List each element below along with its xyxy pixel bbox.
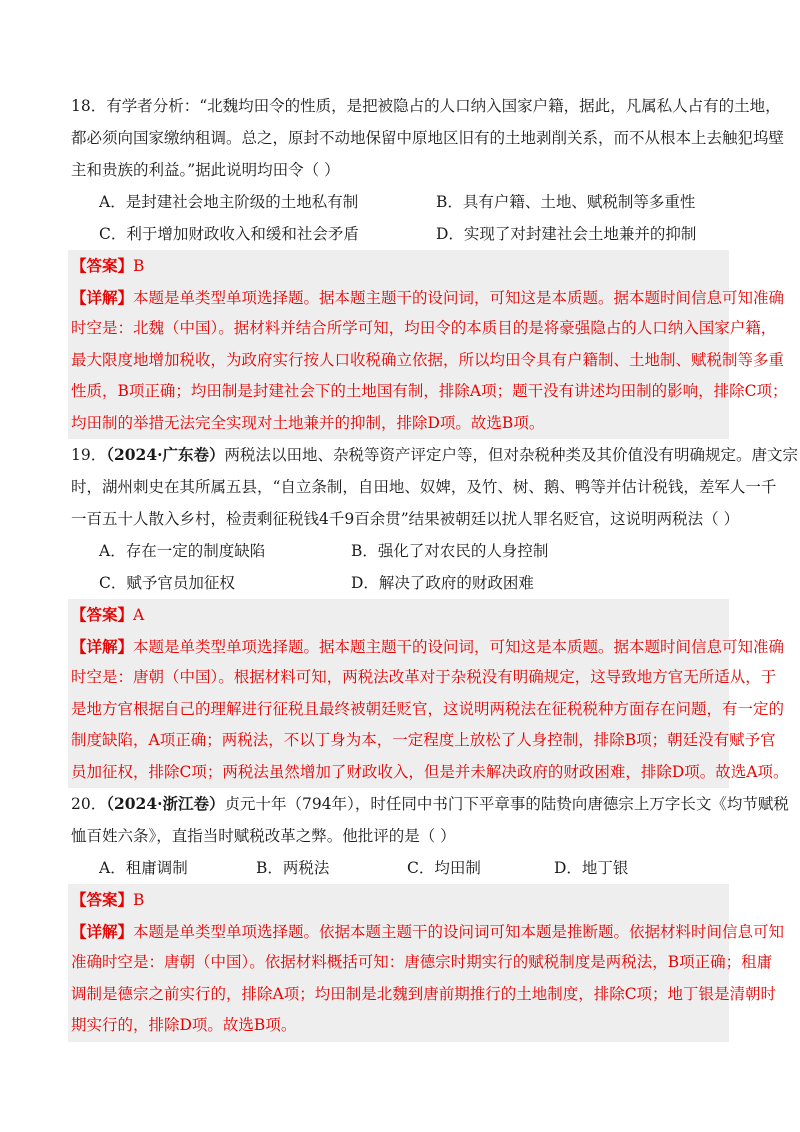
detail-label: 【详解】: [71, 636, 134, 656]
detail-line: 调制是德宗之前实行的，排除A项；均田制是北魏到唐前期推行的土地制度，排除C项；地丁银是清朝时: [71, 984, 777, 1003]
detail-line: 最大限度地增加税收，为政府实行按人口收税确立依据，所以均田令具有户籍制、土地制、赋税制等多重: [71, 350, 785, 369]
answer-value: B: [133, 257, 145, 275]
detail-line: 时空是：唐朝（中国）。根据材料可知，两税法改革对于杂税没有明确规定，这导致地方官无所适从，于: [71, 668, 777, 686]
option-a[interactable]: A．存在一定的制度缺陷: [99, 542, 266, 560]
option-d[interactable]: D．地丁银: [554, 859, 629, 877]
option-b[interactable]: B．两税法: [256, 859, 330, 877]
option-d[interactable]: D．实现了对封建社会土地兼并的抑制: [436, 225, 697, 243]
detail-text: 本题是单类型单项选择题。依据本题主题干的设问词可知本题是推断题。依据材料时间信息可知: [133, 922, 785, 941]
answer-value: B: [133, 891, 145, 909]
detail-line: [71, 282, 785, 314]
option-b[interactable]: B．具有户籍、土地、赋税制等多重性: [436, 193, 696, 211]
option-a[interactable]: A．是封建社会地主阶级的土地私有制: [99, 193, 359, 211]
detail-text: 本题是单类型单项选择题。据本题主题干的设问词，可知这是本质题。据本题时间信息可知准确: [133, 288, 785, 307]
detail-line: 时空是：北魏（中国）。据材料并结合所学可知，均田令的本质目的是将豪强隐占的人口纳入国家户籍，: [71, 319, 777, 337]
options-row: [71, 218, 731, 250]
answer-label: 【答案】: [71, 605, 134, 624]
answer-box: [68, 599, 789, 788]
question-stem-line: [71, 439, 799, 471]
options-row: [71, 186, 731, 218]
question-page: [71, 90, 799, 1042]
detail-line: [71, 916, 785, 948]
question-stem-line: 都必须向国家缴纳租调。总之，原封不动地保留中原地区旧有的土地剥削关系，而不从根本上去触犯坞壁: [71, 129, 785, 147]
question-number: 19．: [71, 446, 107, 464]
option-c[interactable]: C．利于增加财政收入和缓和社会矛盾: [99, 225, 359, 243]
option-c[interactable]: C．赋予官员加征权: [99, 574, 235, 592]
question-19: [71, 439, 799, 788]
detail-label: 【详解】: [71, 287, 134, 307]
answer-line: [71, 250, 729, 282]
detail-line: 制度缺陷，A项正确；两税法，不以丁身为本，一定程度上放松了人身控制，排除B项；朝廷没有赋予官: [71, 731, 776, 749]
question-number: 20．: [71, 795, 107, 813]
question-stem-line: 恤百姓六条》，直指当时赋税改革之弊。他批评的是（ ）: [71, 827, 456, 845]
question-stem-text: 贞元十年（794年），时任同中书门下平章事的陆贽向唐德宗上万字长文《均节赋税: [224, 795, 789, 813]
detail-line: 均田制的举措无法完全实现对土地兼并的抑制，排除D项。故选B项。: [71, 413, 545, 432]
options-row: [71, 852, 731, 884]
answer-box: [68, 884, 785, 1042]
detail-text: 本题是单类型单项选择题。据本题主题干的设问词，可知这是本质题。据本题时间信息可知准确: [133, 637, 785, 656]
option-a[interactable]: A．租庸调制: [99, 859, 188, 877]
answer-value: A: [133, 606, 145, 624]
detail-label: 【详解】: [71, 921, 134, 941]
answer-line: [71, 884, 729, 916]
detail-line: 准确时空是：唐朝（中国）。依据材料概括可知：唐德宗时期实行的赋税制度是两税法，B项正确；租庸: [71, 953, 773, 971]
answer-label: 【答案】: [71, 890, 134, 909]
detail-line: [71, 631, 785, 663]
answer-line: [71, 599, 729, 631]
question-stem-line: 一百五十人散入乡村，检责剩征税钱4千9百余贯”结果被朝廷以扰人罪名贬官，这说明两税法（ ）: [71, 510, 740, 528]
question-stem-text: 两税法以田地、杂税等资产评定户等，但对杂税种类及其价值没有明确规定。唐文宗: [224, 446, 799, 464]
detail-line: 期实行的，排除D项。故选B项。: [71, 1016, 297, 1034]
answer-box: [68, 250, 788, 439]
option-c[interactable]: C．均田制: [407, 859, 481, 877]
question-source: （2024·广东卷）: [106, 445, 225, 464]
detail-line: 是地方官根据自己的理解进行征税且最终被朝廷贬官，这说明两税法在征税税种方面存在问题，有一定的: [71, 699, 785, 718]
question-18: [71, 90, 788, 439]
detail-line: 员加征权，排除C项；两税法虽然增加了财政收入，但是并未解决政府的财政困难，排除D项。故选A项。: [71, 762, 789, 781]
option-b[interactable]: B．强化了对农民的人身控制: [351, 542, 549, 560]
question-stem-line: 主和贵族的利益。”据此说明均田令（ ）: [71, 161, 340, 179]
question-20: [71, 788, 789, 1042]
detail-line: 性质，B项正确；均田制是封建社会下的土地国有制，排除A项；题干没有讲述均田制的影响，排除C项；: [71, 382, 788, 400]
question-source: （2024·浙江卷）: [106, 794, 225, 813]
question-stem-line: [71, 788, 789, 820]
options-row: [71, 567, 731, 599]
option-d[interactable]: D．解决了政府的财政困难: [351, 574, 534, 592]
answer-label: 【答案】: [71, 256, 134, 275]
options-row: [71, 535, 731, 567]
question-stem-line: 时，湖州刺史在其所属五县，“自立条制，自田地、奴婢，及竹、树、鹅、鸭等并估计税钱，差军人一千: [71, 478, 777, 496]
question-stem-line: 18．有学者分析：“北魏均田令的性质，是把被隐占的人口纳入国家户籍，据此，凡属私人占有的土地，: [71, 97, 781, 115]
